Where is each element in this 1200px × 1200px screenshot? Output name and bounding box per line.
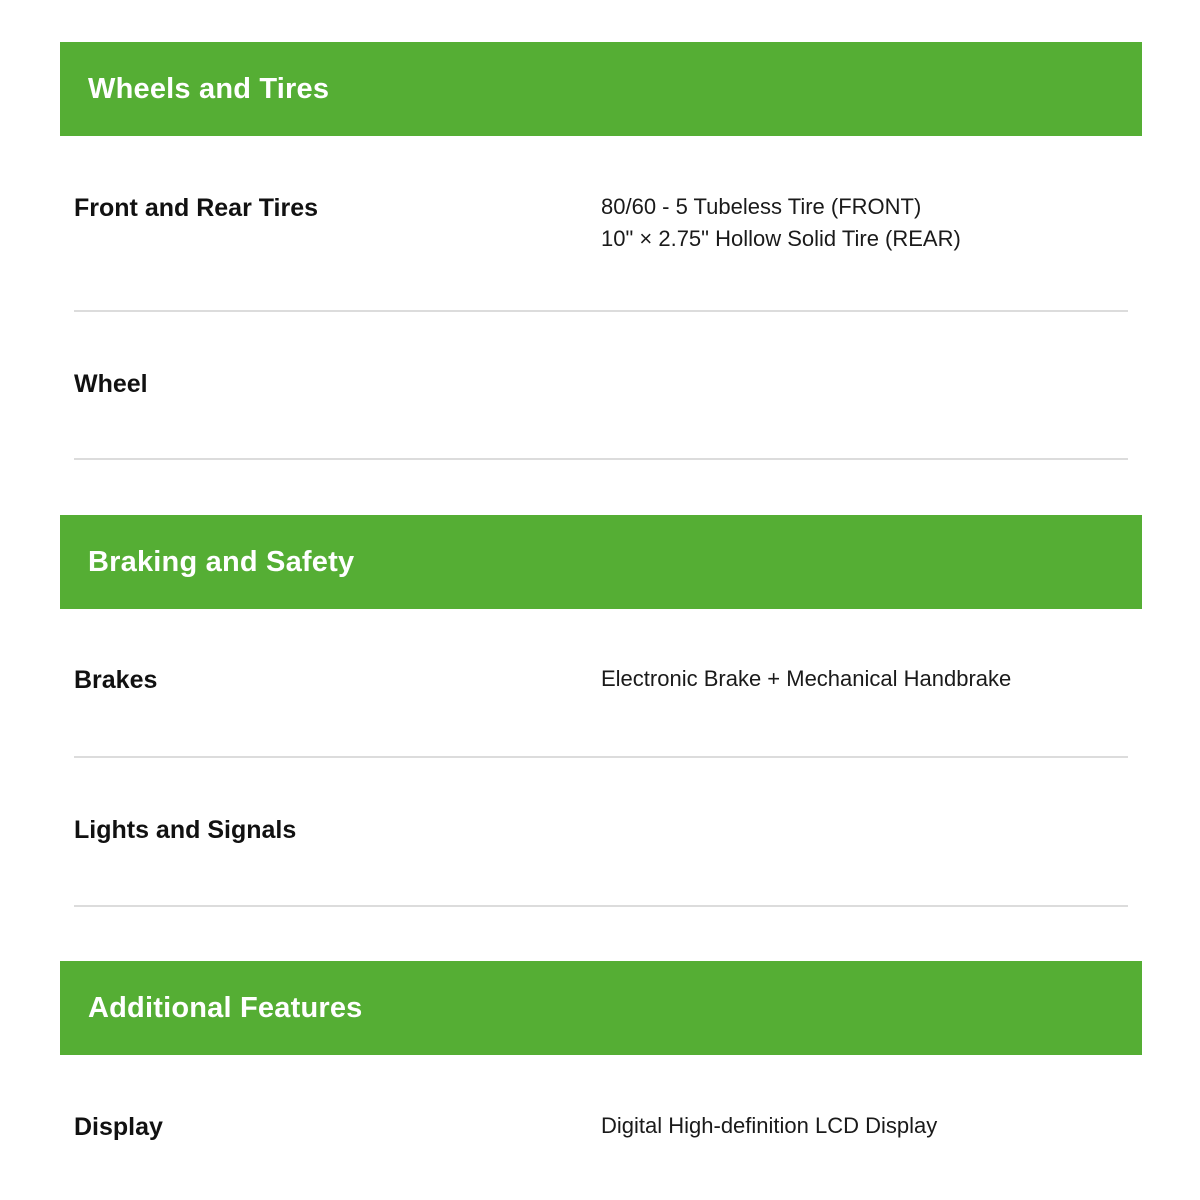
row-divider xyxy=(74,756,1128,758)
section-header-additional-features xyxy=(60,961,1142,1055)
spec-label: Display xyxy=(74,1113,163,1141)
spec-label: Wheel xyxy=(74,370,148,398)
section-header-wheels-and-tires xyxy=(60,42,1142,136)
spec-label: Lights and Signals xyxy=(74,816,297,844)
spec-label: Front and Rear Tires xyxy=(74,194,319,222)
spec-value-line: Digital High-definition LCD Display xyxy=(601,1113,938,1138)
section-header-braking-and-safety xyxy=(60,515,1142,609)
section-title: Wheels and Tires xyxy=(88,72,330,105)
spec-value xyxy=(601,663,1011,695)
row-divider xyxy=(74,310,1128,312)
spec-value-line: Electronic Brake + Mechanical Handbrake xyxy=(601,666,1012,691)
spec-value xyxy=(601,191,961,255)
section-title: Additional Features xyxy=(88,991,363,1024)
spec-value xyxy=(601,1110,937,1142)
spec-value-line: 10" × 2.75" Hollow Solid Tire (REAR) xyxy=(601,226,961,251)
section-title: Braking and Safety xyxy=(88,545,355,578)
row-divider xyxy=(74,905,1128,907)
row-divider xyxy=(74,458,1128,460)
spec-label: Brakes xyxy=(74,666,158,694)
spec-value-line: 80/60 - 5 Tubeless Tire (FRONT) xyxy=(601,194,922,219)
